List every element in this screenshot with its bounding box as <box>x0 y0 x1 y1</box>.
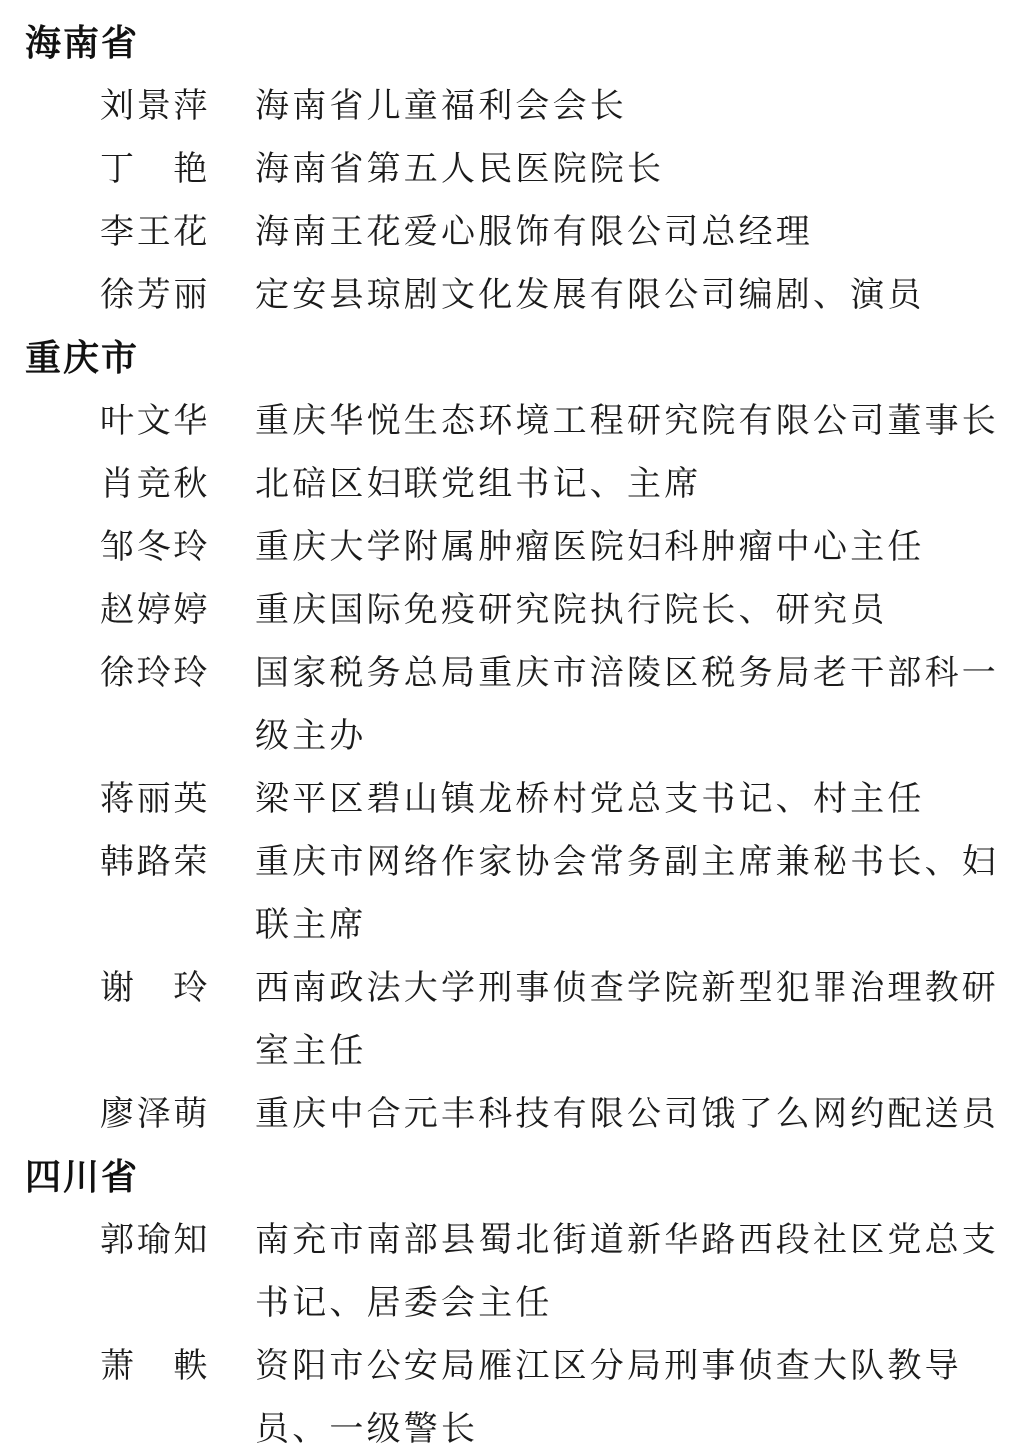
province-section <box>25 12 1005 327</box>
person-name: 徐玲玲 <box>100 653 211 693</box>
list-item <box>25 453 1005 516</box>
list-item <box>25 75 1005 138</box>
person-name: 邹冬玲 <box>100 527 211 567</box>
person-title: 重庆国际免疫研究院执行院长、研究员 <box>255 590 888 630</box>
list-item <box>25 1335 1005 1456</box>
list-item <box>25 1083 1005 1146</box>
person-title: 重庆华悦生态环境工程研究院有限公司董事长 <box>255 401 999 441</box>
person-name: 蒋丽英 <box>100 779 211 819</box>
province-header: 重庆市 <box>25 338 140 379</box>
person-title: 重庆大学附属肿瘤医院妇科肿瘤中心主任 <box>255 527 925 567</box>
list-item <box>25 957 1005 1083</box>
list-item <box>25 831 1005 957</box>
person-name: 肖竞秋 <box>100 464 211 504</box>
list-item <box>25 516 1005 579</box>
list-item <box>25 642 1005 768</box>
province-section <box>25 1146 1005 1456</box>
person-title: 南充市南部县蜀北街道新华路西段社区党总支书记、居委会主任 <box>255 1220 999 1323</box>
list-item <box>25 579 1005 642</box>
list-item <box>25 138 1005 201</box>
person-name: 韩路荣 <box>100 842 211 882</box>
person-title: 重庆中合元丰科技有限公司饿了么网约配送员 <box>255 1094 999 1134</box>
list-item <box>25 768 1005 831</box>
person-name: 萧 軼 <box>100 1346 211 1386</box>
person-title: 海南王花爱心服饰有限公司总经理 <box>255 212 813 252</box>
person-name: 刘景萍 <box>100 86 211 126</box>
person-title: 海南省第五人民医院院长 <box>255 149 665 189</box>
person-title: 重庆市网络作家协会常务副主席兼秘书长、妇联主席 <box>255 842 999 945</box>
province-header: 海南省 <box>25 23 140 64</box>
province-section <box>25 327 1005 1146</box>
person-name: 郭瑜知 <box>100 1220 211 1260</box>
person-name: 徐芳丽 <box>100 275 211 315</box>
person-name: 谢 玲 <box>100 968 211 1008</box>
list-item <box>25 1209 1005 1335</box>
sections <box>25 12 1005 1456</box>
entries <box>25 75 1005 327</box>
person-name: 丁 艳 <box>100 149 211 189</box>
person-name: 叶文华 <box>100 401 211 441</box>
list-item <box>25 201 1005 264</box>
person-title: 梁平区碧山镇龙桥村党总支书记、村主任 <box>255 779 925 819</box>
person-title: 西南政法大学刑事侦查学院新型犯罪治理教研室主任 <box>255 968 999 1071</box>
entries <box>25 1209 1005 1456</box>
list-item <box>25 264 1005 327</box>
person-title: 资阳市公安局雁江区分局刑事侦查大队教导员、一级警长 <box>255 1346 962 1449</box>
person-title: 定安县琼剧文化发展有限公司编剧、演员 <box>255 275 925 315</box>
entries <box>25 390 1005 1146</box>
person-name: 赵婷婷 <box>100 590 211 630</box>
person-name: 李王花 <box>100 212 211 252</box>
person-name: 廖泽萌 <box>100 1094 211 1134</box>
person-title: 北碚区妇联党组书记、主席 <box>255 464 702 504</box>
list-item <box>25 390 1005 453</box>
province-header: 四川省 <box>25 1157 140 1198</box>
person-title: 海南省儿童福利会会长 <box>255 86 627 126</box>
person-title: 国家税务总局重庆市涪陵区税务局老干部科一级主办 <box>255 653 999 756</box>
